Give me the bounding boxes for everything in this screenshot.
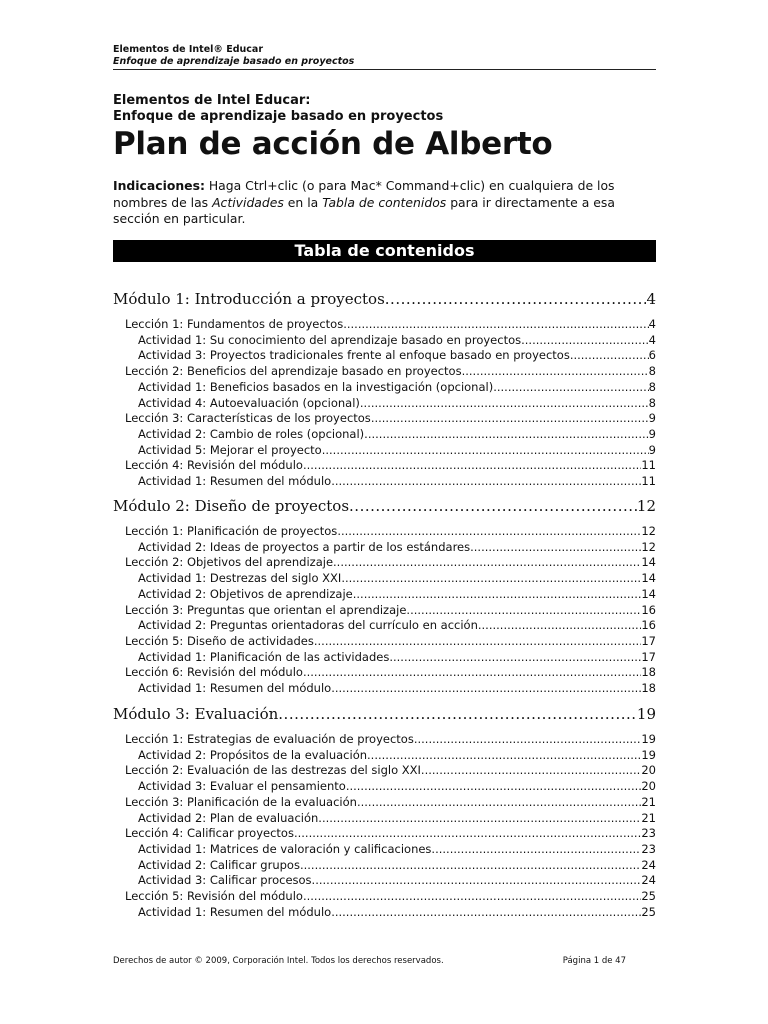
dot-leader — [385, 290, 647, 308]
toc-activity-entry-label: Actividad 1: Beneficios basados en la investigación (opcional) — [138, 379, 494, 394]
toc-activity-entry-label: Actividad 3: Proyectos tradicionales frente al enfoque basado en proyectos — [138, 348, 570, 363]
dot-leader — [349, 497, 637, 515]
toc-activity-entry-page: 14 — [641, 586, 656, 601]
toc-activity-entry[interactable] — [138, 333, 656, 348]
toc-activity-entry[interactable] — [138, 380, 656, 395]
toc-lesson-entry[interactable] — [125, 732, 656, 747]
dot-leader — [367, 748, 641, 762]
dot-leader — [333, 555, 641, 569]
kicker-line-1: Elementos de Intel Educar: — [113, 93, 311, 108]
toc-lesson-entry[interactable] — [125, 555, 656, 570]
toc-activity-entry[interactable] — [138, 443, 656, 458]
toc-lesson-entry[interactable] — [125, 763, 656, 778]
copyright-notice: Derechos de autor © 2009, Corporación Intel. Todos los derechos reservados. — [113, 956, 444, 966]
toc-activity-entry[interactable] — [138, 618, 656, 633]
toc-module-heading-page: 4 — [646, 290, 656, 308]
toc-lesson-entry-page: 19 — [641, 732, 656, 746]
dot-leader — [300, 858, 641, 872]
toc-activity-entry-label: Actividad 1: Planificación de las actividades — [138, 649, 390, 664]
page-footer — [113, 956, 656, 966]
dot-leader — [406, 603, 641, 617]
toc-activity-entry-page: 17 — [641, 649, 656, 664]
dot-leader — [470, 540, 641, 554]
toc-activity-entry-label: Actividad 2: Preguntas orientadoras del currículo en acción — [138, 618, 478, 633]
toc-activity-entry-page: 9 — [648, 426, 656, 441]
toc-activity-entry-page: 24 — [641, 873, 656, 888]
toc-activity-entry[interactable] — [138, 905, 656, 920]
toc-activity-entry-label: Actividad 2: Cambio de roles (opcional) — [138, 426, 365, 441]
toc-activity-entry[interactable] — [138, 748, 656, 763]
toc-lesson-entry-page: 4 — [648, 317, 656, 331]
toc-activity-entry-page: 11 — [641, 474, 656, 488]
toc-lesson-entry-label: Lección 2: Objetivos del aprendizaje — [125, 555, 334, 570]
toc-lesson-entry-label: Lección 5: Revisión del módulo — [125, 889, 303, 903]
toc-activity-entry-page: 16 — [641, 618, 656, 633]
toc-activity-entry-page: 21 — [641, 810, 656, 825]
toc-module-heading-page: 19 — [636, 705, 656, 723]
toc-lesson-entry-label: Lección 2: Beneficios del aprendizaje basado en proyectos — [125, 364, 462, 379]
toc-activity-entry-label: Actividad 2: Propósitos de la evaluación — [138, 747, 368, 762]
toc-activity-entry-label: Actividad 4: Autoevaluación (opcional) — [138, 395, 360, 410]
toc-lesson-entry-label: Lección 4: Calificar proyectos — [125, 826, 294, 841]
toc-activity-entry-page: 8 — [648, 395, 656, 410]
toc-activity-entry-page: 12 — [641, 539, 656, 554]
dot-leader — [318, 811, 641, 825]
toc-lesson-entry-page: 23 — [641, 826, 656, 841]
dot-leader — [343, 317, 648, 331]
dot-leader — [303, 665, 641, 679]
toc-lesson-entry[interactable] — [125, 364, 656, 379]
toc-activity-entry[interactable] — [138, 348, 656, 363]
toc-activity-entry-label: Actividad 1: Resumen del módulo — [138, 681, 332, 695]
toc-lesson-entry-label: Lección 3: Preguntas que orientan el aprendizaje — [125, 602, 407, 617]
dot-leader — [303, 889, 641, 903]
dot-leader — [294, 826, 641, 840]
toc-activity-entry-page: 8 — [648, 379, 656, 394]
toc-activity-entry-label: Actividad 3: Evaluar el pensamiento — [138, 779, 346, 794]
toc-lesson-entry[interactable] — [125, 634, 656, 649]
toc-lesson-entry-page: 25 — [641, 889, 656, 903]
toc-activity-entry[interactable] — [138, 587, 656, 602]
dot-leader — [346, 779, 642, 793]
toc-module-heading[interactable] — [113, 497, 656, 517]
toc-lesson-entry-page: 12 — [641, 524, 656, 538]
toc-activity-entry[interactable] — [138, 779, 656, 794]
dot-leader — [331, 905, 641, 919]
toc-module-heading-page: 12 — [636, 497, 656, 515]
toc-activity-entry-page: 9 — [648, 442, 656, 457]
toc-activity-entry[interactable] — [138, 427, 656, 442]
toc-lesson-entry-page: 11 — [641, 458, 656, 473]
dot-leader — [493, 380, 648, 394]
toc-lesson-entry-label: Lección 1: Estrategias de evaluación de proyectos — [125, 732, 414, 746]
toc-lesson-entry[interactable] — [125, 826, 656, 841]
toc-activity-entry-label: Actividad 2: Ideas de proyectos a partir de los estándares — [138, 539, 471, 554]
toc-activity-entry-label: Actividad 1: Resumen del módulo — [138, 904, 332, 919]
toc-lesson-entry-page: 21 — [641, 794, 656, 809]
instructions-paragraph — [113, 178, 656, 228]
toc-activity-entry[interactable] — [138, 811, 656, 826]
instructions-label: Indicaciones: — [113, 178, 205, 193]
toc-activity-entry-label: Actividad 5: Mejorar el proyecto — [138, 442, 322, 457]
header-line-2: Enfoque de aprendizaje basado en proyectos — [113, 56, 656, 70]
toc-activity-entry[interactable] — [138, 842, 656, 857]
instructions-emphasis-2: Tabla de contenidos — [322, 194, 447, 210]
dot-leader — [421, 763, 641, 777]
toc-lesson-entry-label: Lección 6: Revisión del módulo — [125, 665, 303, 680]
toc-heading: Tabla de contenidos — [113, 240, 656, 262]
toc-lesson-entry-page: 8 — [648, 364, 656, 379]
dot-leader — [431, 842, 641, 856]
toc-activity-entry-label: Actividad 2: Objetivos de aprendizaje — [138, 586, 353, 601]
toc-lesson-entry-page: 9 — [648, 411, 656, 426]
toc-activity-entry[interactable] — [138, 681, 656, 696]
dot-leader — [331, 681, 641, 695]
dot-leader — [353, 587, 642, 601]
toc-lesson-entry[interactable] — [125, 458, 656, 473]
toc-lesson-entry-label: Lección 5: Diseño de actividades — [125, 633, 314, 648]
toc-lesson-entry-label: Lección 1: Planificación de proyectos — [125, 524, 338, 538]
toc-module-heading-label: Módulo 2: Diseño de proyectos — [113, 497, 350, 515]
toc-lesson-entry[interactable] — [125, 317, 656, 332]
dot-leader — [360, 396, 649, 410]
toc-lesson-entry-page: 14 — [641, 555, 656, 570]
toc-activity-entry-label: Actividad 1: Destrezas del siglo XXI — [138, 571, 342, 586]
dot-leader — [303, 458, 641, 472]
toc-activity-entry-label: Actividad 1: Resumen del módulo — [138, 474, 332, 488]
toc-activity-entry[interactable] — [138, 873, 656, 888]
dot-leader — [364, 427, 649, 441]
page-title: Plan de acción de Alberto — [113, 126, 553, 162]
toc-activity-entry-page: 20 — [641, 779, 656, 794]
toc-lesson-entry[interactable] — [125, 411, 656, 426]
toc-activity-entry-page: 24 — [641, 857, 656, 872]
toc-activity-entry-page: 14 — [641, 571, 656, 586]
toc-activity-entry-label: Actividad 2: Calificar grupos — [138, 857, 300, 872]
dot-leader — [357, 795, 641, 809]
toc-activity-entry-page: 23 — [641, 841, 656, 856]
toc-lesson-entry-label: Lección 3: Planificación de la evaluación — [125, 794, 357, 809]
header-line-1: Elementos de Intel® Educar — [113, 44, 264, 55]
toc-activity-entry[interactable] — [138, 540, 656, 555]
dot-leader — [278, 705, 637, 723]
toc-lesson-entry[interactable] — [125, 795, 656, 810]
dot-leader — [478, 618, 642, 632]
toc-lesson-entry-label: Lección 2: Evaluación de las destrezas del siglo XXI — [125, 763, 421, 778]
toc-lesson-entry[interactable] — [125, 889, 656, 904]
toc-activity-entry-page: 6 — [648, 348, 656, 363]
instructions-text-2: en la — [283, 194, 323, 210]
dot-leader — [521, 333, 649, 347]
dot-leader — [331, 474, 641, 488]
dot-leader — [389, 650, 641, 664]
dot-leader — [337, 524, 641, 538]
toc-activity-entry[interactable] — [138, 858, 656, 873]
toc-activity-entry[interactable] — [138, 650, 656, 665]
instructions-text-1: Haga Ctrl+clic (o para Mac* Command+clic) en cualquiera de los nombres de las — [113, 178, 615, 210]
toc-activity-entry-page: 19 — [641, 747, 656, 762]
toc-module-heading[interactable] — [113, 290, 656, 310]
toc-module-heading-label: Módulo 1: Introducción a proyectos — [113, 290, 385, 308]
toc-lesson-entry[interactable] — [125, 524, 656, 539]
toc-module-heading-label: Módulo 3: Evaluación — [113, 705, 279, 723]
toc-lesson-entry-label: Lección 4: Revisión del módulo — [125, 458, 303, 473]
toc-activity-entry-page: 4 — [648, 332, 656, 347]
instructions-text-3: para ir directamente a esa sección en particular. — [113, 194, 615, 226]
toc-lesson-entry-label: Lección 3: Características de los proyectos — [125, 411, 371, 426]
toc-activity-entry-label: Actividad 3: Calificar procesos — [138, 873, 312, 888]
dot-leader — [570, 348, 649, 362]
toc-lesson-entry-label: Lección 1: Fundamentos de proyectos — [125, 317, 344, 331]
toc-activity-entry-page: 18 — [641, 681, 656, 695]
dot-leader — [414, 732, 642, 746]
toc-activity-entry-label: Actividad 1: Su conocimiento del aprendizaje basado en proyectos — [138, 332, 522, 347]
toc-activity-entry[interactable] — [138, 571, 656, 586]
page-number: Página 1 de 47 — [562, 956, 626, 966]
kicker-line-2: Enfoque de aprendizaje basado en proyectos — [113, 109, 444, 124]
toc-lesson-entry-page: 16 — [641, 602, 656, 617]
toc-activity-entry-label: Actividad 1: Matrices de valoración y calificaciones — [138, 841, 432, 856]
toc-activity-entry-label: Actividad 2: Plan de evaluación — [138, 810, 319, 825]
toc-module-heading[interactable] — [113, 705, 656, 725]
dot-leader — [462, 364, 649, 378]
running-header — [113, 44, 656, 70]
toc-lesson-entry-page: 18 — [641, 665, 656, 680]
instructions-emphasis-1: Actividades — [212, 194, 284, 210]
toc-lesson-entry-page: 17 — [641, 633, 656, 648]
document-kicker — [113, 93, 656, 125]
dot-leader — [312, 873, 642, 887]
toc-activity-entry[interactable] — [138, 474, 656, 489]
toc-lesson-entry[interactable] — [125, 603, 656, 618]
toc-activity-entry-page: 25 — [641, 904, 656, 919]
dot-leader — [341, 571, 641, 585]
toc-activity-entry[interactable] — [138, 396, 656, 411]
toc-lesson-entry[interactable] — [125, 665, 656, 680]
dot-leader — [322, 443, 649, 457]
dot-leader — [371, 411, 649, 425]
toc-lesson-entry-page: 20 — [641, 763, 656, 778]
dot-leader — [314, 634, 641, 648]
